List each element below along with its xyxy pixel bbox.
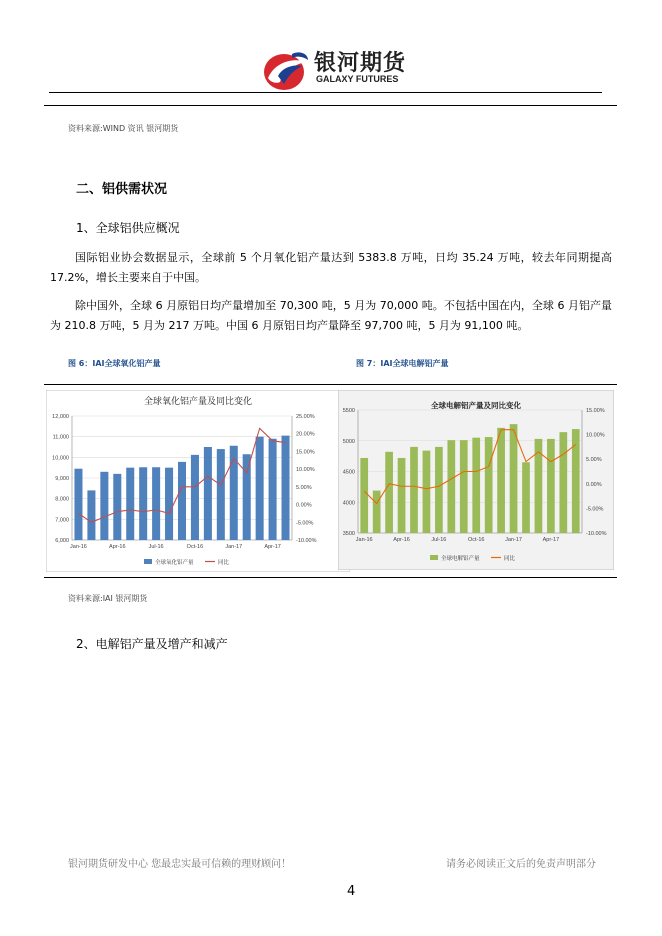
bar	[373, 491, 381, 533]
y-left-tick-label: 9,000	[55, 476, 69, 482]
legend-swatch-bar	[144, 559, 152, 564]
y-right-tick-label: 10.00%	[586, 432, 605, 439]
x-tick-label: Jan-16	[355, 537, 373, 543]
logo-chinese-name: 银河期货	[314, 51, 407, 76]
bar	[385, 452, 393, 533]
y-left-tick-label: 5500	[342, 408, 355, 414]
header-rule-thin	[49, 92, 602, 93]
x-tick-label: Oct-16	[186, 544, 204, 550]
legend-label: 全球电解铝产量	[441, 556, 480, 562]
legend-label: 全球氧化铝产量	[155, 560, 194, 566]
y-right-tick-label: 10.00%	[296, 467, 315, 474]
paragraph-2: 除中国外，全球 6 月原铝日均产量增加至 70,300 吨，5 月为 70,000 吨。不包括中国在内，全球 6 月铝产量为 210.8 万吨，5 月为 217 万吨。中国 6 月原铝日均产量降至 97,700 吨，5 月为 91,100 吨。	[50, 299, 612, 332]
x-tick-label: Oct-16	[467, 537, 485, 543]
figure-bottom-rule	[44, 577, 617, 578]
x-tick-label: Apr-16	[393, 537, 410, 543]
y-left-tick-label: 11,000	[52, 434, 69, 441]
bar	[522, 462, 530, 533]
bar	[204, 447, 212, 540]
bar	[217, 449, 225, 540]
x-tick-label: Jul-16	[148, 544, 164, 550]
x-tick-label: Jan-17	[505, 537, 522, 543]
x-tick-label: Jan-16	[70, 544, 87, 550]
y-right-tick-label: 0.00%	[296, 502, 312, 509]
x-tick-label: Jan-17	[225, 544, 243, 550]
company-logo	[262, 44, 412, 90]
bar	[113, 474, 121, 540]
bar	[460, 440, 468, 533]
y-left-tick-label: 4500	[342, 469, 355, 476]
y-right-tick-label: 0.00%	[586, 481, 602, 488]
bar	[535, 439, 543, 533]
bar	[100, 472, 108, 540]
y-right-tick-label: 15.00%	[586, 408, 605, 414]
y-right-tick-label: -5.00%	[586, 506, 604, 513]
bar	[282, 436, 290, 540]
paragraph-1: 国际铝业协会数据显示，全球前 5 个月氧化铝产量达到 5383.8 万吨，日均 35.24 万吨，较去年同期提高 17.2%，增长主要来自于中国。	[50, 251, 612, 284]
source-note-top: 资料来源:WIND 资讯 银河期货	[68, 124, 179, 133]
y-right-tick-label: 5.00%	[586, 457, 602, 464]
bar	[191, 455, 199, 540]
aluminium-production-chart	[338, 390, 614, 570]
bar	[410, 447, 418, 533]
y-left-tick-label: 5000	[342, 438, 355, 445]
bar	[423, 451, 431, 533]
bar	[165, 468, 173, 540]
y-right-tick-label: 20.00%	[296, 431, 315, 438]
bar	[472, 438, 480, 533]
bar	[510, 424, 518, 533]
bar	[230, 446, 238, 540]
y-right-tick-label: 15.00%	[296, 449, 315, 456]
y-right-tick-label: -10.00%	[296, 538, 317, 544]
y-left-tick-label: 6,000	[55, 538, 69, 544]
y-left-tick-label: 10,000	[52, 455, 69, 462]
y-left-tick-label: 3500	[342, 531, 355, 537]
header-rule	[44, 105, 617, 106]
galaxy-logo-icon	[262, 48, 310, 92]
x-tick-label: Apr-17	[542, 537, 560, 543]
legend-label: 同比	[218, 560, 230, 566]
bar	[87, 490, 95, 540]
y-right-tick-label: -5.00%	[296, 520, 314, 527]
bar	[360, 458, 368, 533]
bar	[74, 469, 82, 540]
alumina-production-chart	[46, 390, 350, 572]
logo-english-name: GALAXY FUTURES	[316, 74, 399, 84]
bar	[126, 468, 134, 540]
bar	[559, 432, 567, 533]
bar	[497, 428, 505, 533]
bar	[485, 437, 493, 533]
bar	[269, 439, 277, 540]
x-tick-label: Jul-16	[431, 537, 447, 543]
y-right-tick-label: -10.00%	[586, 531, 607, 537]
bar	[435, 447, 443, 533]
subsection-heading-2: 2、电解铝产量及增产和减产	[76, 637, 228, 651]
source-note-figures: 资料来源:IAI 银河期货	[68, 594, 148, 603]
y-left-tick-label: 4000	[342, 500, 355, 507]
bar	[547, 439, 555, 533]
bar	[447, 440, 455, 533]
y-left-tick-label: 7,000	[55, 517, 69, 524]
x-tick-label: Apr-17	[264, 544, 281, 550]
x-tick-label: Apr-16	[109, 544, 126, 550]
chart-title: 全球电解铝产量及同比变化	[431, 401, 521, 410]
bar	[152, 467, 160, 540]
chart-title: 全球氧化铝产量及同比变化	[143, 396, 253, 406]
bar	[398, 458, 406, 533]
y-left-tick-label: 8,000	[55, 496, 69, 503]
footer-disclaimer: 请务必阅读正文后的免责声明部分	[446, 859, 596, 870]
figure-6-caption: 图 6：IAI全球氧化铝产量	[68, 359, 161, 368]
bar	[139, 467, 147, 540]
bar	[178, 462, 186, 540]
section-heading: 二、铝供需状况	[76, 182, 168, 197]
legend-swatch-bar	[430, 555, 438, 560]
y-right-tick-label: 5.00%	[296, 484, 312, 491]
figure-top-rule	[44, 384, 617, 385]
figure-7-caption: 图 7：IAI全球电解铝产量	[356, 359, 449, 368]
y-left-tick-label: 12,000	[52, 414, 69, 420]
legend-label: 同比	[504, 556, 516, 562]
footer-left-text: 银河期货研发中心 您最忠实最可信赖的理财顾问！	[68, 859, 292, 870]
bar	[256, 437, 264, 540]
subsection-heading-1: 1、全球铝供应概况	[76, 221, 180, 235]
page-number: 4	[347, 884, 356, 899]
bar	[243, 454, 251, 540]
y-right-tick-label: 25.00%	[296, 414, 315, 420]
